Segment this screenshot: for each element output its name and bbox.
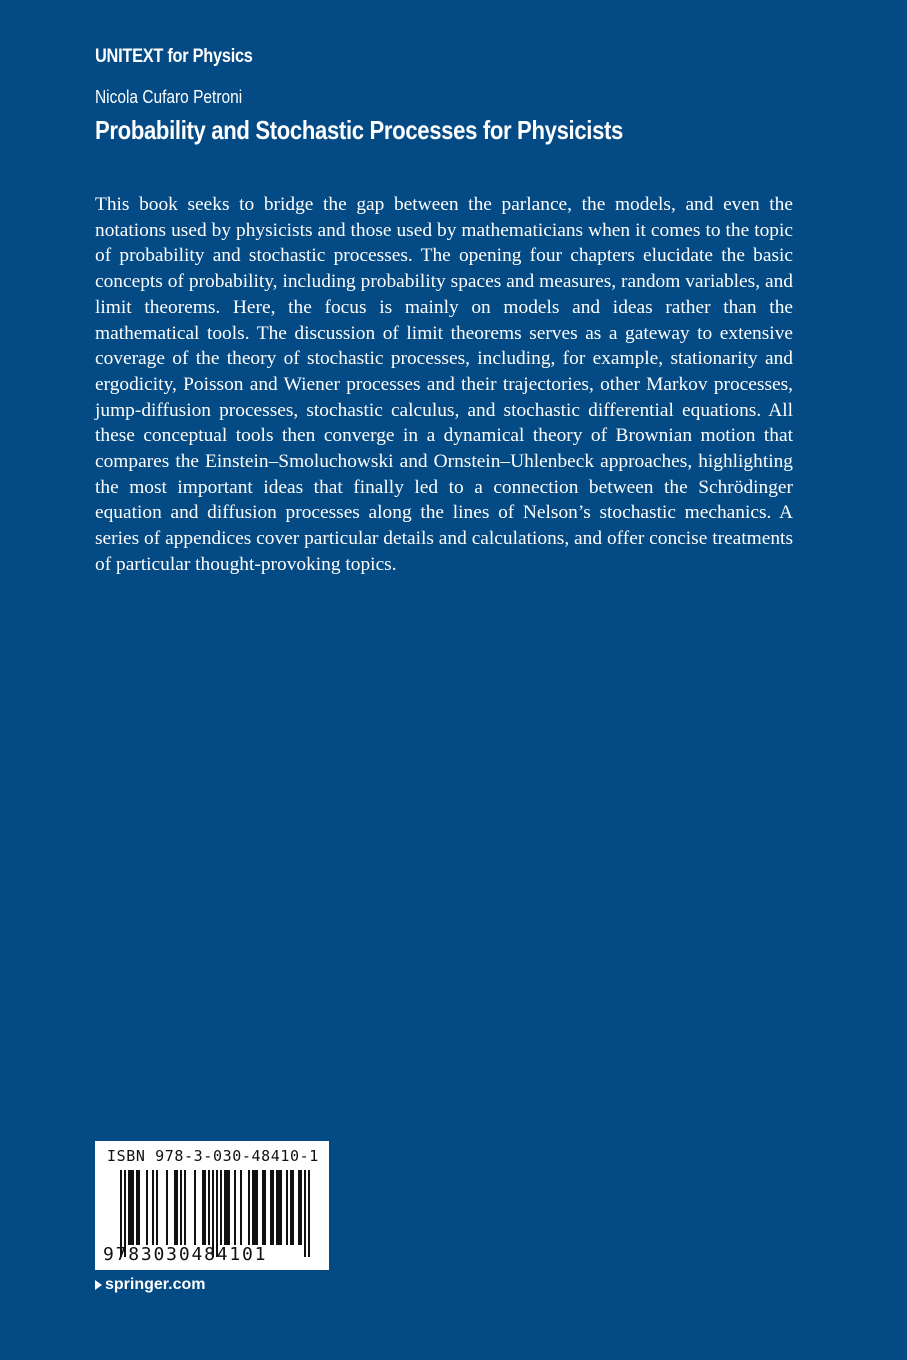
barcode-digits: 9783030484101 xyxy=(103,1244,268,1265)
barcode-bar xyxy=(262,1170,264,1245)
barcode-bar xyxy=(156,1170,158,1245)
barcode-bar xyxy=(138,1170,140,1245)
barcode-bar xyxy=(252,1170,254,1245)
barcode-bar xyxy=(208,1170,210,1245)
barcode-bar xyxy=(240,1170,242,1245)
publisher-link-label: springer.com xyxy=(105,1276,206,1293)
barcode-bar xyxy=(224,1170,226,1245)
author-name: Nicola Cufaro Petroni xyxy=(95,87,243,107)
barcode-bar xyxy=(180,1170,182,1245)
series-title: UNITEXT for Physics xyxy=(95,46,253,67)
barcode-bar xyxy=(234,1170,236,1245)
barcode-bar xyxy=(128,1170,130,1245)
book-title: Probability and Stochastic Processes for Physicists xyxy=(95,115,623,145)
barcode-bar xyxy=(264,1170,266,1245)
barcode-bar xyxy=(202,1170,204,1245)
barcode-bar xyxy=(304,1170,306,1257)
barcode-bar xyxy=(248,1170,250,1245)
arrow-right-icon xyxy=(95,1280,102,1290)
barcode-bar xyxy=(220,1170,222,1245)
barcode-bar xyxy=(130,1170,132,1245)
barcode-bar xyxy=(176,1170,178,1245)
book-description: This book seeks to bridge the gap between the parlance, the models, and even the notations used by physicists and those used by mathematicians when it comes to the topic of probability and stochastic processes. The opening four chapters elucidate the basic concepts of probability, including probability spaces and measures, random variables, and limit theorems. Here, the focus is mainly on models and ideas rather than the mathematical tools. The discussion of limit theorems serves as a gateway to extensive coverage of the theory of stochastic processes, including, for example, stationarity and ergodicity, Poisson and Wiener processes and their trajectories, other Markov processes, jump-diffusion processes, stochastic calculus, and stochastic differential equations. All these conceptual tools then converge in a dynamical theory of Brownian motion that compares the Einstein–Smoluchowski and Ornstein–Uhlenbeck approaches, highlighting the most important ideas that finally led to a connection between the Schrödinger equation and diffusion processes along the lines of Nelson’s stochastic mechanics. A series of appendices cover particular details and calculations, and offer concise treatments of particular thought-provoking topics. xyxy=(95,194,793,575)
barcode-bar xyxy=(292,1170,294,1245)
barcode-bar xyxy=(298,1170,300,1245)
barcode-bar xyxy=(228,1170,230,1245)
barcode-bar xyxy=(226,1170,228,1245)
barcode-bar xyxy=(290,1170,292,1245)
publisher-link[interactable] xyxy=(95,1276,205,1294)
barcode-bar xyxy=(174,1170,176,1245)
barcode-bar xyxy=(152,1170,154,1245)
barcode-bar xyxy=(146,1170,148,1245)
isbn-barcode xyxy=(95,1141,329,1270)
barcode-bar xyxy=(256,1170,258,1245)
barcode-bar xyxy=(270,1170,272,1245)
barcode-bar xyxy=(204,1170,206,1245)
barcode-bar xyxy=(194,1170,196,1245)
barcode-bar xyxy=(184,1170,186,1245)
barcode-bar xyxy=(308,1170,310,1257)
barcode-bar xyxy=(280,1170,282,1245)
barcode-bar xyxy=(136,1170,138,1245)
barcode-bar xyxy=(132,1170,134,1245)
barcode-bar xyxy=(254,1170,256,1245)
barcode-bar xyxy=(276,1170,278,1245)
barcode-bar xyxy=(286,1170,288,1245)
barcode-bar xyxy=(278,1170,280,1245)
barcode-bar xyxy=(272,1170,274,1245)
barcode-bar xyxy=(300,1170,302,1245)
isbn-label: ISBN 978-3-030-48410-1 xyxy=(107,1147,319,1165)
barcode-bar xyxy=(166,1170,168,1245)
